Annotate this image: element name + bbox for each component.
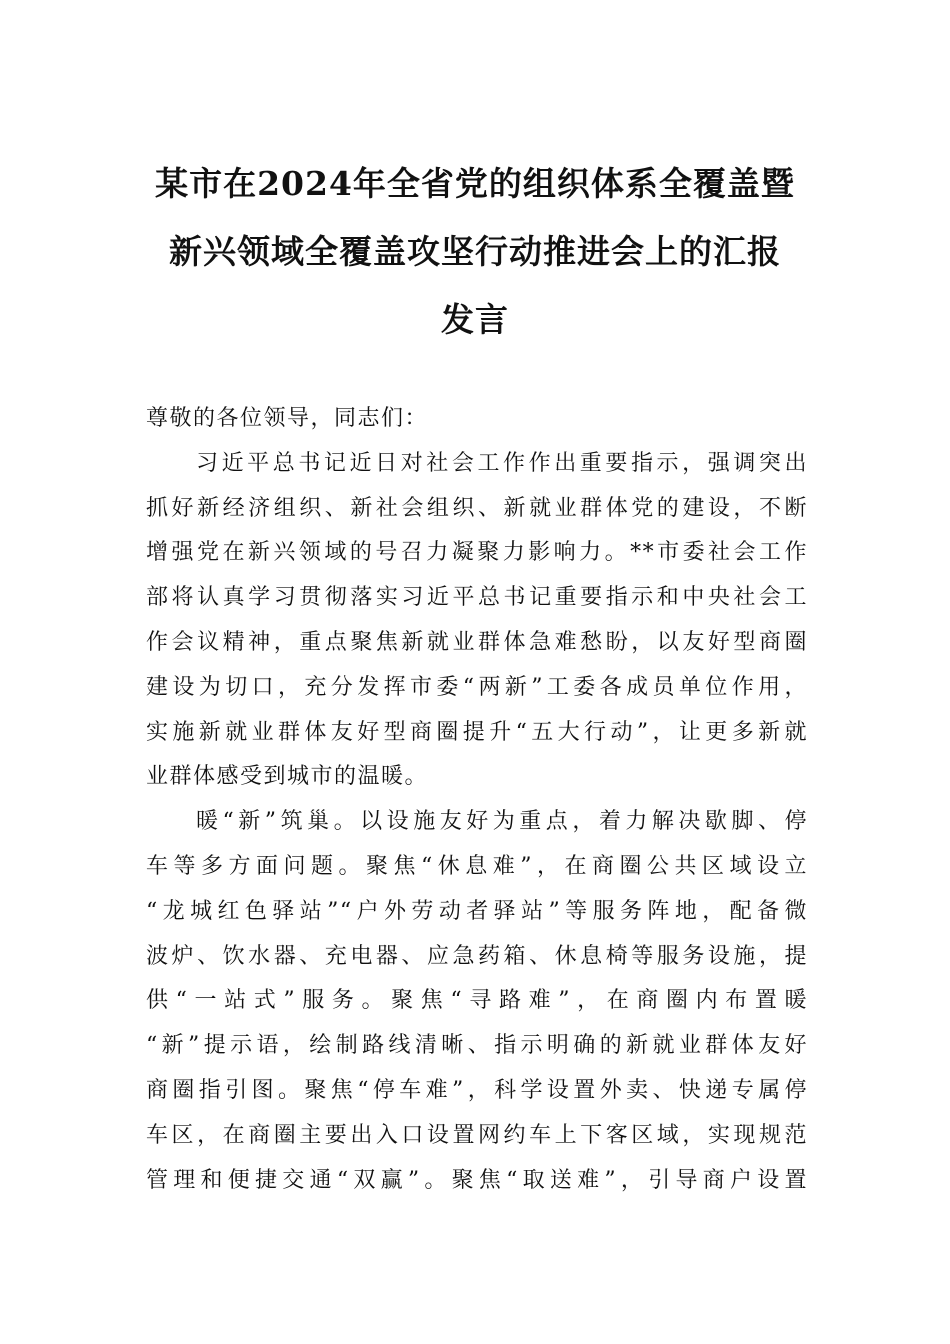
text-line: 业群体感受到城市的温暖。 (146, 764, 429, 790)
text-line: 增强党在新兴领域的号召力凝聚力影响力。**市委社会工作 (146, 540, 808, 566)
text-line: 作会议精神，重点聚焦新就业群体急难愁盼，以友好型商圈 (146, 629, 808, 655)
title-line: 发言 (441, 300, 509, 339)
text-line: 部将认真学习贯彻落实习近平总书记重要指示和中央社会工 (146, 585, 808, 611)
text-line: 商圈指引图。聚焦“停车难”，科学设置外卖、快递专属停 (146, 1077, 808, 1103)
text-line: 供“一站式”服务。聚焦“寻路难”，在商圈内布置暖 (146, 988, 808, 1014)
greeting: 尊敬的各位领导，同志们： (146, 406, 429, 431)
text-line: 实施新就业群体友好型商圈提升“五大行动”，让更多新就 (146, 719, 808, 745)
text-line: 建设为切口，充分发挥市委“两新”工委各成员单位作用， (146, 674, 808, 700)
text-line: 车等多方面问题。聚焦“休息难”，在商圈公共区域设立 (146, 853, 808, 879)
text-line: 习近平总书记近日对社会工作作出重要指示，强调突出 (196, 450, 808, 476)
document-title (130, 150, 820, 354)
paragraph-intro (146, 442, 808, 800)
text-line: “龙城红色驿站”“户外劳动者驿站”等服务阵地，配备微 (146, 898, 808, 924)
text-line: 抓好新经济组织、新社会组织、新就业群体党的建设，不断 (146, 495, 808, 521)
text-line: “新”提示语，绘制路线清晰、指示明确的新就业群体友好 (146, 1033, 808, 1059)
text-line: 波炉、饮水器、充电器、应急药箱、休息椅等服务设施，提 (146, 943, 808, 969)
text-line: 暖“新”筑巢。以设施友好为重点，着力解决歇脚、停 (196, 809, 808, 835)
text-line: 车区，在商圈主要出入口设置网约车上下客区域，实现规范 (146, 1122, 808, 1148)
title-line: 某市在2024年全省党的组织体系全覆盖暨 (155, 164, 795, 203)
paragraph-section-1 (146, 800, 808, 1203)
document-body (146, 397, 808, 1203)
title-line: 新兴领域全覆盖攻坚行动推进会上的汇报 (169, 232, 781, 271)
text-line: 管理和便捷交通“双赢”。聚焦“取送难”，引导商户设置 (146, 1167, 808, 1193)
